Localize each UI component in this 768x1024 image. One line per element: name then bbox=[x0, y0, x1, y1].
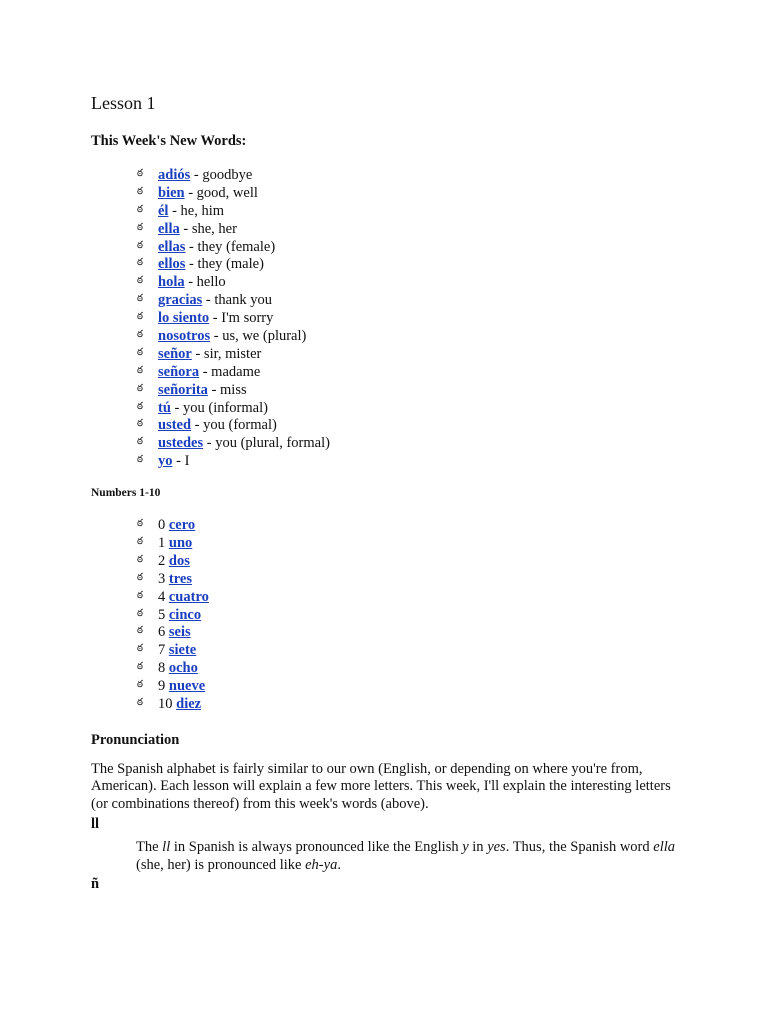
number-word-link[interactable]: cuatro bbox=[168, 588, 209, 605]
number-digit: 9 bbox=[158, 678, 169, 695]
list-item bbox=[91, 185, 691, 203]
number-digit: 0 bbox=[158, 517, 169, 534]
number-word-link[interactable]: siete bbox=[168, 642, 197, 659]
def-emphasis: ll bbox=[162, 839, 171, 856]
list-item bbox=[91, 678, 691, 696]
list-item bbox=[91, 624, 691, 642]
bullet-icon: ఠ bbox=[137, 679, 143, 691]
number-digit: 1 bbox=[158, 535, 169, 552]
bullet-icon: ఠ bbox=[137, 221, 143, 233]
number-word-link[interactable]: ocho bbox=[168, 660, 198, 677]
list-item bbox=[91, 167, 691, 185]
list-item bbox=[91, 571, 691, 589]
lesson-title: Lesson 1 bbox=[91, 93, 156, 113]
word-link[interactable]: ellas bbox=[158, 238, 186, 255]
def-emphasis: eh-ya bbox=[305, 856, 338, 873]
bullet-icon: ఠ bbox=[137, 518, 143, 530]
def-emphasis: yes bbox=[487, 839, 506, 856]
list-item bbox=[91, 660, 691, 678]
number-digit: 10 bbox=[158, 696, 177, 713]
word-meaning: - miss bbox=[207, 381, 247, 398]
number-word-link[interactable]: nueve bbox=[168, 678, 206, 695]
word-meaning: - thank you bbox=[202, 292, 272, 309]
letter-ll-heading: ll bbox=[91, 816, 100, 833]
def-text: in Spanish is always pronounced like the English bbox=[170, 839, 463, 856]
bullet-icon: ఠ bbox=[137, 454, 143, 466]
bullet-icon: ఠ bbox=[137, 364, 143, 376]
word-meaning: - good, well bbox=[184, 184, 258, 201]
bullet-icon: ఠ bbox=[137, 607, 143, 619]
word-meaning: - they (male) bbox=[185, 256, 264, 273]
word-meaning: - I'm sorry bbox=[209, 310, 274, 327]
def-emphasis: ella bbox=[653, 839, 676, 856]
list-item bbox=[91, 364, 691, 382]
list-item bbox=[91, 607, 691, 625]
word-meaning: - hello bbox=[184, 274, 226, 291]
list-item bbox=[91, 642, 691, 660]
list-item bbox=[91, 221, 691, 239]
bullet-icon: ఠ bbox=[137, 203, 143, 215]
list-item bbox=[91, 256, 691, 274]
bullet-icon: ఠ bbox=[137, 589, 143, 601]
bullet-icon: ఠ bbox=[137, 661, 143, 673]
word-link[interactable]: ellos bbox=[158, 256, 186, 273]
bullet-icon: ఠ bbox=[137, 643, 143, 655]
number-digit: 5 bbox=[158, 606, 169, 623]
word-link[interactable]: hola bbox=[158, 274, 185, 291]
bullet-icon: ఠ bbox=[137, 293, 143, 305]
word-link[interactable]: nosotros bbox=[158, 328, 211, 345]
word-meaning: - sir, mister bbox=[191, 345, 262, 362]
word-link[interactable]: bien bbox=[158, 184, 185, 201]
bullet-icon: ఠ bbox=[137, 553, 143, 565]
word-meaning: - goodbye bbox=[190, 167, 253, 183]
list-item bbox=[91, 239, 691, 257]
list-item bbox=[91, 417, 691, 435]
list-item bbox=[91, 553, 691, 571]
numbers-list bbox=[91, 517, 691, 714]
word-link[interactable]: usted bbox=[158, 417, 192, 434]
word-link[interactable]: ella bbox=[158, 220, 180, 237]
list-item bbox=[91, 589, 691, 607]
bullet-icon: ఠ bbox=[137, 625, 143, 637]
bullet-icon: ఠ bbox=[137, 185, 143, 197]
number-word-link[interactable]: diez bbox=[176, 696, 202, 713]
bullet-icon: ఠ bbox=[137, 382, 143, 394]
bullet-icon: ఠ bbox=[137, 168, 143, 179]
list-item bbox=[91, 535, 691, 553]
def-text: . Thus, the Spanish word bbox=[505, 839, 654, 856]
word-meaning: - you (plural, formal) bbox=[203, 435, 330, 452]
bullet-icon: ఠ bbox=[137, 275, 143, 287]
list-item bbox=[91, 346, 691, 364]
number-digit: 6 bbox=[158, 624, 169, 641]
document-page bbox=[91, 92, 691, 893]
list-item bbox=[91, 328, 691, 346]
word-link[interactable]: señorita bbox=[158, 381, 208, 398]
def-text: The bbox=[136, 839, 163, 856]
numbers-heading: Numbers 1-10 bbox=[91, 487, 161, 500]
word-link[interactable]: adiós bbox=[158, 167, 191, 183]
list-item bbox=[91, 382, 691, 400]
number-digit: 8 bbox=[158, 660, 169, 677]
word-meaning: - you (formal) bbox=[191, 417, 277, 434]
number-word-link[interactable]: uno bbox=[168, 535, 193, 552]
word-link[interactable]: gracias bbox=[158, 292, 203, 309]
word-meaning: - he, him bbox=[168, 202, 225, 219]
def-text: in bbox=[468, 839, 488, 856]
bullet-icon: ఠ bbox=[137, 571, 143, 583]
word-meaning: - she, her bbox=[179, 220, 237, 237]
bullet-icon: ఠ bbox=[137, 257, 143, 269]
pronunciation-intro: The Spanish alphabet is fairly similar to our own (English, or depending on where you're from, American). Each lesson will explain a few more letters. This week, I'll explain the interesting letters (or combinations thereof) from this week's words (above). bbox=[91, 760, 671, 812]
def-text: (she, her) is pronounced like bbox=[136, 856, 306, 873]
list-item bbox=[91, 310, 691, 328]
number-word-link[interactable]: dos bbox=[168, 552, 190, 569]
number-digit: 4 bbox=[158, 588, 169, 605]
number-word-link[interactable]: cero bbox=[168, 517, 196, 534]
list-item bbox=[91, 292, 691, 310]
bullet-icon: ఠ bbox=[137, 329, 143, 341]
word-meaning: - us, we (plural) bbox=[210, 328, 307, 345]
word-meaning: - I bbox=[172, 453, 190, 470]
bullet-icon: ఠ bbox=[137, 346, 143, 358]
word-link[interactable]: tú bbox=[158, 399, 171, 416]
letter-n-tilde-heading: ñ bbox=[91, 876, 100, 893]
letter-ll-definition bbox=[136, 839, 681, 874]
word-link[interactable]: él bbox=[158, 202, 169, 219]
list-item bbox=[91, 435, 691, 453]
bullet-icon: ఠ bbox=[137, 697, 143, 709]
def-emphasis: y bbox=[462, 839, 469, 856]
bullet-icon: ఠ bbox=[137, 311, 143, 323]
bullet-icon: ఠ bbox=[137, 400, 143, 412]
def-text: . bbox=[337, 856, 341, 873]
number-word-link[interactable]: seis bbox=[168, 624, 191, 641]
new-words-list bbox=[91, 167, 691, 471]
bullet-icon: ఠ bbox=[137, 239, 143, 251]
pronunciation-heading: Pronunciation bbox=[91, 731, 180, 748]
list-item bbox=[91, 696, 691, 714]
list-item bbox=[91, 203, 691, 221]
number-digit: 3 bbox=[158, 570, 169, 587]
word-meaning: - madame bbox=[199, 363, 261, 380]
number-digit: 7 bbox=[158, 642, 169, 659]
list-item bbox=[91, 400, 691, 418]
word-link[interactable]: ustedes bbox=[158, 435, 204, 452]
word-link[interactable]: lo siento bbox=[158, 310, 210, 327]
word-link[interactable]: señora bbox=[158, 363, 200, 380]
bullet-icon: ఠ bbox=[137, 536, 143, 548]
list-item bbox=[91, 274, 691, 292]
new-words-heading: This Week's New Words: bbox=[91, 133, 247, 149]
word-meaning: - they (female) bbox=[185, 238, 276, 255]
list-item bbox=[91, 453, 691, 471]
number-digit: 2 bbox=[158, 552, 169, 569]
number-word-link[interactable]: cinco bbox=[168, 606, 202, 623]
word-link[interactable]: señor bbox=[158, 345, 192, 362]
bullet-icon: ఠ bbox=[137, 418, 143, 430]
word-link[interactable]: yo bbox=[158, 453, 173, 470]
bullet-icon: ఠ bbox=[137, 436, 143, 448]
list-item bbox=[91, 517, 691, 535]
number-word-link[interactable]: tres bbox=[168, 570, 192, 587]
word-meaning: - you (informal) bbox=[170, 399, 268, 416]
